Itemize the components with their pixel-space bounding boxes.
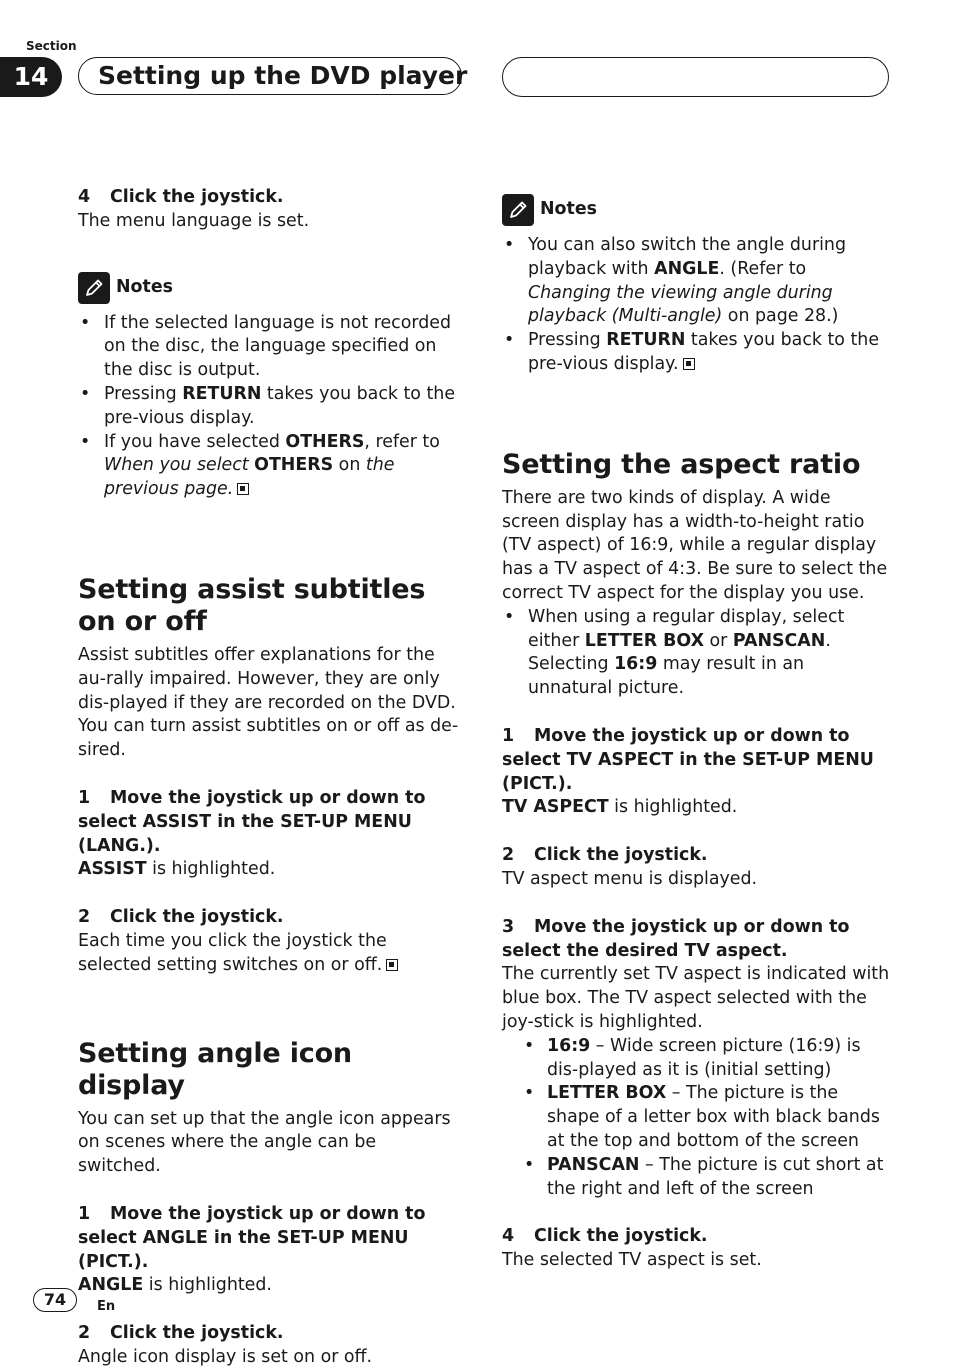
- end-mark-icon: [237, 483, 249, 495]
- step-body: ANGLE is highlighted.: [78, 1275, 272, 1296]
- section-label: Section: [26, 39, 77, 53]
- section-heading: Setting angle icon display: [78, 1037, 352, 1101]
- page-number: 74: [33, 1288, 77, 1312]
- step-body: The menu language is set.: [78, 210, 310, 231]
- list-item: • When using a regular display, select either LETTER BOX or PANSCAN. Selecting 16:9 may result in an unnatural picture.: [502, 606, 892, 701]
- notes-heading: Notes: [78, 272, 462, 304]
- step-body: ASSIST is highlighted.: [78, 859, 276, 880]
- notes-list: [502, 234, 892, 377]
- section-heading: Setting assist subtitles on or off: [78, 573, 426, 637]
- step-body: TV aspect menu is displayed.: [502, 868, 758, 889]
- step-heading: 1 Move the joystick up or down to select ASSIST in the SET-UP MENU (LANG.).: [78, 787, 426, 856]
- list-item: • Pressing RETURN takes you back to the pre-vious display.: [502, 329, 892, 377]
- step-body: TV ASPECT is highlighted.: [502, 797, 738, 818]
- step-body: The currently set TV aspect is indicated with blue box. The TV aspect selected with the joy-stick is highlighted.: [502, 964, 890, 1032]
- step-heading: 3 Move the joystick up or down to select the desired TV aspect.: [502, 916, 850, 961]
- left-column: [78, 186, 462, 1370]
- notes-list: [78, 312, 462, 502]
- step-heading: 2 Click the joystick.: [502, 845, 708, 866]
- step-heading: 1 Move the joystick up or down to select TV ASPECT in the SET-UP MENU (PICT.).: [502, 725, 874, 794]
- list-item: • 16:9 – Wide screen picture (16:9) is dis-played as it is (initial setting): [502, 1035, 892, 1083]
- list-item: • LETTER BOX – The picture is the shape of a letter box with black bands at the top and bottom of the screen: [502, 1082, 892, 1153]
- bullet-list: [502, 606, 892, 701]
- right-column: [502, 194, 892, 1273]
- notes-heading: Notes: [502, 194, 892, 226]
- list-item: • PANSCAN – The picture is cut short at the right and left of the screen: [502, 1154, 892, 1202]
- paragraph: You can turn assist subtitles on or off as de-sired.: [78, 716, 459, 761]
- step-heading: 4 Click the joystick.: [78, 187, 284, 207]
- paragraph: Assist subtitles offer explanations for the au-rally impaired. However, they are only dis-played if they are recorded on the DVD.: [78, 644, 456, 713]
- list-item: • You can also switch the angle during playback with ANGLE. (Refer to Changing the viewing angle during playback (Multi-angle) on page 28.): [502, 234, 892, 329]
- step-body: The selected TV aspect is set.: [502, 1250, 762, 1271]
- section-heading: Setting the aspect ratio: [502, 448, 861, 480]
- list-item: • If the selected language is not recorded on the disc, the language specified on the disc is output.: [78, 312, 462, 383]
- paragraph: There are two kinds of display. A wide screen display has a width-to-height ratio (TV aspect) of 16:9, while a regular display has a TV aspect of 4:3. Be sure to select the correct TV aspect for the display you use.: [502, 487, 888, 603]
- step-body: Each time you click the joystick the selected setting switches on or off.: [78, 930, 462, 978]
- paragraph: You can set up that the angle icon appears on scenes where the angle can be switched.: [78, 1108, 451, 1177]
- pencil-icon: [78, 272, 110, 304]
- list-item: • Pressing RETURN takes you back to the pre-vious display.: [78, 383, 462, 431]
- aspect-option-list: [502, 1035, 892, 1202]
- pencil-icon: [502, 194, 534, 226]
- step-heading: 2 Click the joystick.: [78, 907, 284, 928]
- step-heading: 1 Move the joystick up or down to select ANGLE in the SET-UP MENU (PICT.).: [78, 1203, 426, 1272]
- header-blank-pill: [502, 57, 889, 97]
- list-item: • If you have selected OTHERS, refer to When you select OTHERS on the previous page.: [78, 431, 462, 502]
- step-heading: 4 Click the joystick.: [502, 1226, 708, 1247]
- section-number-tab: 14: [0, 57, 62, 97]
- page-title: Setting up the DVD player: [78, 57, 462, 95]
- end-mark-icon: [683, 358, 695, 370]
- step-heading: 2 Click the joystick.: [78, 1323, 284, 1344]
- language-label: En: [97, 1299, 116, 1314]
- step-body: Angle icon display is set on or off.: [78, 1346, 373, 1367]
- end-mark-icon: [386, 959, 398, 971]
